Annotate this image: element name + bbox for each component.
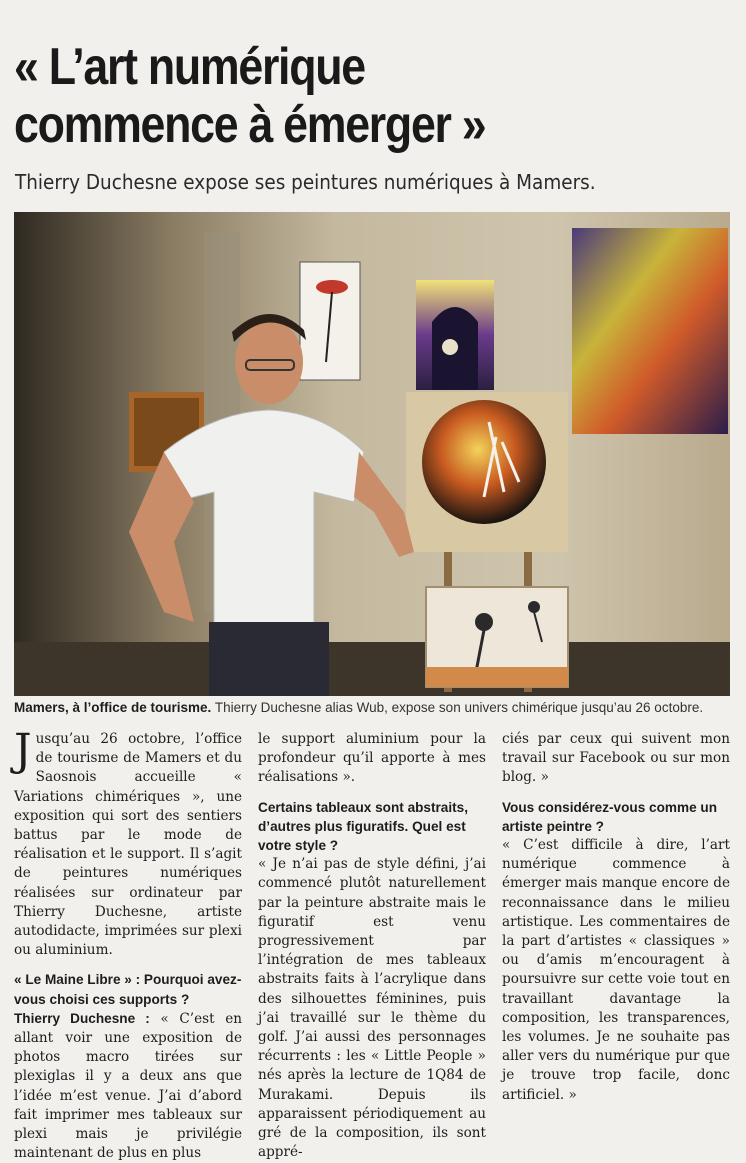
article-column-1: [14, 725, 242, 1163]
photo-caption: [14, 700, 734, 715]
article-headline: [14, 38, 633, 154]
question-3: Vous considérez-vous comme un artiste peintre ?: [502, 799, 718, 834]
answer-2-continued: ciés par ceux qui suivent mon travail sur Facebook ou sur mon blog. »: [502, 731, 730, 786]
headline-line-1: « L’art numérique: [14, 38, 365, 96]
article-column-2: [258, 730, 486, 1162]
question-1: « Le Maine Libre » : Pourquoi avez-vous choisi ces supports ?: [14, 972, 242, 1007]
caption-bold: Mamers, à l’office de tourisme.: [14, 700, 212, 715]
article-subhead: Thierry Duchesne expose ses peintures numériques à Mamers.: [15, 170, 596, 194]
answer-1-continued: le support aluminium pour la profondeur qu’il apporte à mes réalisations ».: [258, 731, 486, 786]
question-2: Certains tableaux sont abstraits, d’autres plus figuratifs. Quel est votre style ?: [258, 799, 469, 854]
answer-3: « C’est difficile à dire, l’art numérique commence à émerger mais manque encore de reconnaissance dans le milieu artistique. Les commentaires de la part d’artistes « classiques » ou d’amis m’encouragent à poursuivre sur cette voie tout en travaillant davantage la composition, les transparences, les volumes. Je ne souhaite pas aller vers du numérique pur que je trouve trop facile, donc artificiel. »: [502, 837, 730, 1103]
intro-paragraph: [14, 725, 242, 960]
headline-line-2: commence à émerger »: [14, 96, 486, 154]
speaker-name: Thierry Duchesne :: [14, 1010, 150, 1026]
drop-cap: J: [14, 725, 32, 776]
article-column-3: [502, 730, 730, 1105]
photo-icon: [14, 212, 730, 696]
article-photo: [14, 212, 730, 696]
intro-text: usqu’au 26 octobre, l’office de tourisme de Mamers et du Saosnois accueille « Variations chimériques », une exposition qui sort des sentiers battus par le mode de réalisation et le support. Il s’agit de peintures numériques réalisées sur ordinateur par Thierry Duchesne, artiste autodidacte, imprimées sur plexi ou aluminium.: [14, 731, 242, 959]
answer-1-text: « C’est en allant voir une exposition de photos macro tirées sur plexiglas il y a deux ans que l’idée m’est venue. J’ai d’abord fait imprimer mes tableaux sur plexi mais je privilégie maintenant de plus en plus: [14, 1010, 242, 1162]
caption-text: Thierry Duchesne alias Wub, expose son univers chimérique jusqu’au 26 octobre.: [214, 700, 704, 715]
answer-1: [14, 1009, 242, 1163]
answer-2: « Je n’ai pas de style défini, j’ai commencé plutôt naturellement par la peinture abstraite mais le figuratif est venu progressivement par l’intégration de mes tableaux abstraits faits à l’acrylique dans des silhouettes féminines, puis j’ai travaillé sur le thème du golf. J’ai aussi des personnages récurrents : les « Little People » nés après la lecture de 1Q84 de Murakami. Depuis ils apparaissent périodiquement au gré de la composition, ils sont appré-: [258, 856, 486, 1161]
